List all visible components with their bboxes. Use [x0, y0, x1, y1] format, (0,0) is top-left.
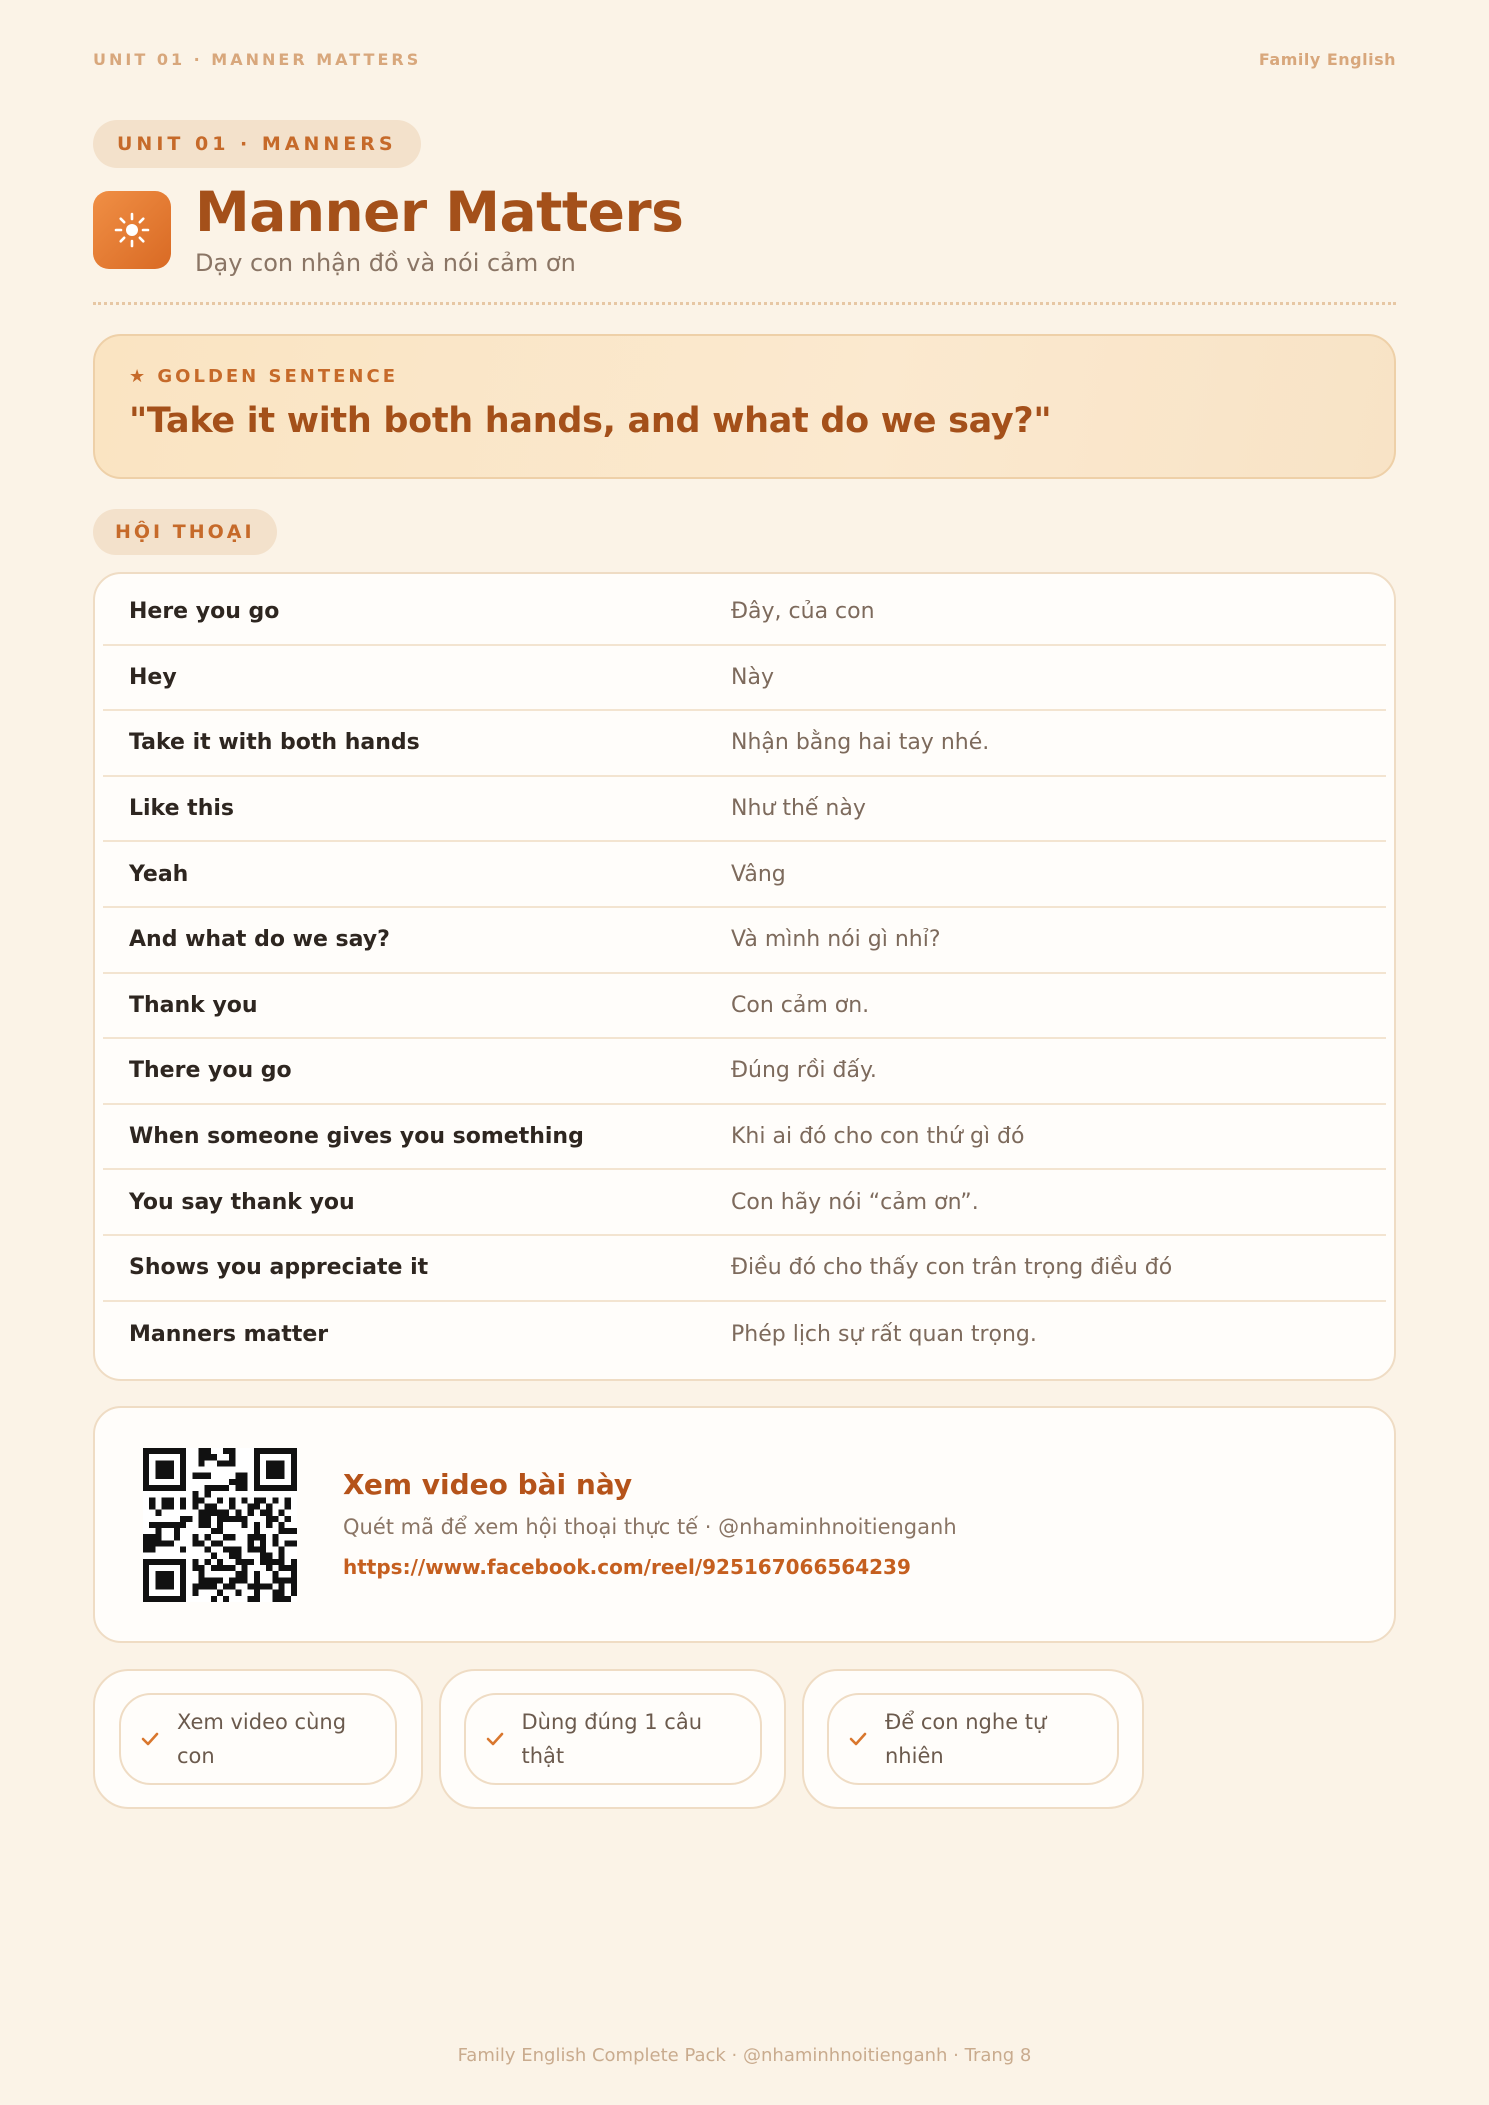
tip-text-line2: nhiên — [885, 1744, 944, 1768]
qr-code[interactable] — [143, 1448, 297, 1602]
tip-text-line2: con — [177, 1744, 215, 1768]
video-description: Quét mã để xem hội thoại thực tế · @nhaminhnoitienganh — [343, 1515, 957, 1539]
dialog-vietnamese: Nhận bằng hai tay nhé. — [731, 730, 990, 756]
dialog-english: Take it with both hands — [129, 730, 420, 756]
dialog-table — [93, 572, 1396, 1381]
page-footer: Family English Complete Pack · @nhaminhnoitienganh · Trang 8 — [457, 2045, 1032, 2066]
page-title: Manner Matters — [195, 180, 684, 244]
dialog-row — [103, 580, 1386, 646]
dialog-row — [103, 1170, 1386, 1236]
tip-text-line2: thật — [521, 1744, 565, 1768]
dialog-row — [103, 908, 1386, 974]
tip-text-line1: Để con nghe tự — [885, 1710, 1047, 1734]
tip-chip — [119, 1693, 397, 1785]
page-subtitle: Dạy con nhận đồ và nói cảm ơn — [195, 249, 576, 277]
dialog-row — [103, 711, 1386, 777]
dialog-vietnamese: Này — [731, 664, 774, 690]
tip-text-line1: Xem video cùng — [177, 1710, 347, 1734]
dialog-vietnamese: Điều đó cho thấy con trân trọng điều đó — [731, 1255, 1173, 1281]
page-header — [93, 50, 1396, 69]
video-title: Xem video bài này — [343, 1468, 633, 1501]
tip-chip — [827, 1693, 1119, 1785]
dialog-english: Manners matter — [129, 1321, 329, 1347]
dialog-english: Yeah — [129, 861, 189, 887]
check-icon — [847, 1728, 869, 1750]
tip-text-line1: Dùng đúng 1 câu — [521, 1710, 703, 1734]
dialog-vietnamese: Con hãy nói “cảm ơn”. — [731, 1189, 979, 1215]
dialog-row — [103, 1302, 1386, 1368]
dialog-vietnamese: Khi ai đó cho con thứ gì đó — [731, 1124, 1025, 1150]
header-brand: Family English — [1258, 50, 1396, 69]
dialog-row — [103, 974, 1386, 1040]
dialog-vietnamese: Con cảm ơn. — [731, 992, 870, 1018]
dialog-english: Here you go — [129, 599, 280, 625]
tips-row — [93, 1669, 1160, 1809]
dialog-vietnamese: Như thế này — [731, 796, 866, 822]
dialog-vietnamese: Và mình nói gì nhỉ? — [731, 927, 941, 953]
dialog-english: When someone gives you something — [129, 1124, 584, 1150]
tip-card — [439, 1669, 786, 1809]
golden-sentence-text: "Take it with both hands, and what do we say?" — [129, 401, 1052, 441]
dialog-english: Thank you — [129, 992, 258, 1018]
video-card — [93, 1406, 1396, 1643]
video-link[interactable]: https://www.facebook.com/reel/925167066564239 — [343, 1555, 911, 1579]
dialog-english: Like this — [129, 796, 234, 822]
dialog-english: Shows you appreciate it — [129, 1255, 429, 1281]
header-unit-label: UNIT 01 · MANNER MATTERS — [93, 50, 422, 69]
dialog-row — [103, 1039, 1386, 1105]
golden-sentence-card — [93, 334, 1396, 479]
dialog-vietnamese: Phép lịch sự rất quan trọng. — [731, 1321, 1037, 1347]
dialog-vietnamese: Đúng rồi đấy. — [731, 1058, 877, 1084]
check-icon — [484, 1728, 506, 1750]
dialog-row — [103, 646, 1386, 712]
dialog-row — [103, 1236, 1386, 1302]
dialog-vietnamese: Đây, của con — [731, 599, 875, 625]
dialog-row — [103, 1105, 1386, 1171]
unit-badge: UNIT 01 · MANNERS — [93, 120, 421, 168]
tip-card — [802, 1669, 1144, 1809]
dialog-english: Hey — [129, 664, 177, 690]
tip-card — [93, 1669, 423, 1809]
title-block — [93, 180, 684, 277]
dialog-section-label: HỘI THOẠI — [93, 509, 277, 555]
golden-sentence-label: ★ GOLDEN SENTENCE — [129, 366, 398, 387]
dialog-vietnamese: Vâng — [731, 861, 786, 887]
dialog-english: You say thank you — [129, 1189, 355, 1215]
dotted-divider — [93, 302, 1396, 305]
check-icon — [139, 1728, 161, 1750]
dialog-row — [103, 842, 1386, 908]
sun-icon — [93, 191, 171, 269]
tip-chip — [464, 1693, 762, 1785]
dialog-english: There you go — [129, 1058, 292, 1084]
dialog-row — [103, 777, 1386, 843]
dialog-english: And what do we say? — [129, 927, 390, 953]
